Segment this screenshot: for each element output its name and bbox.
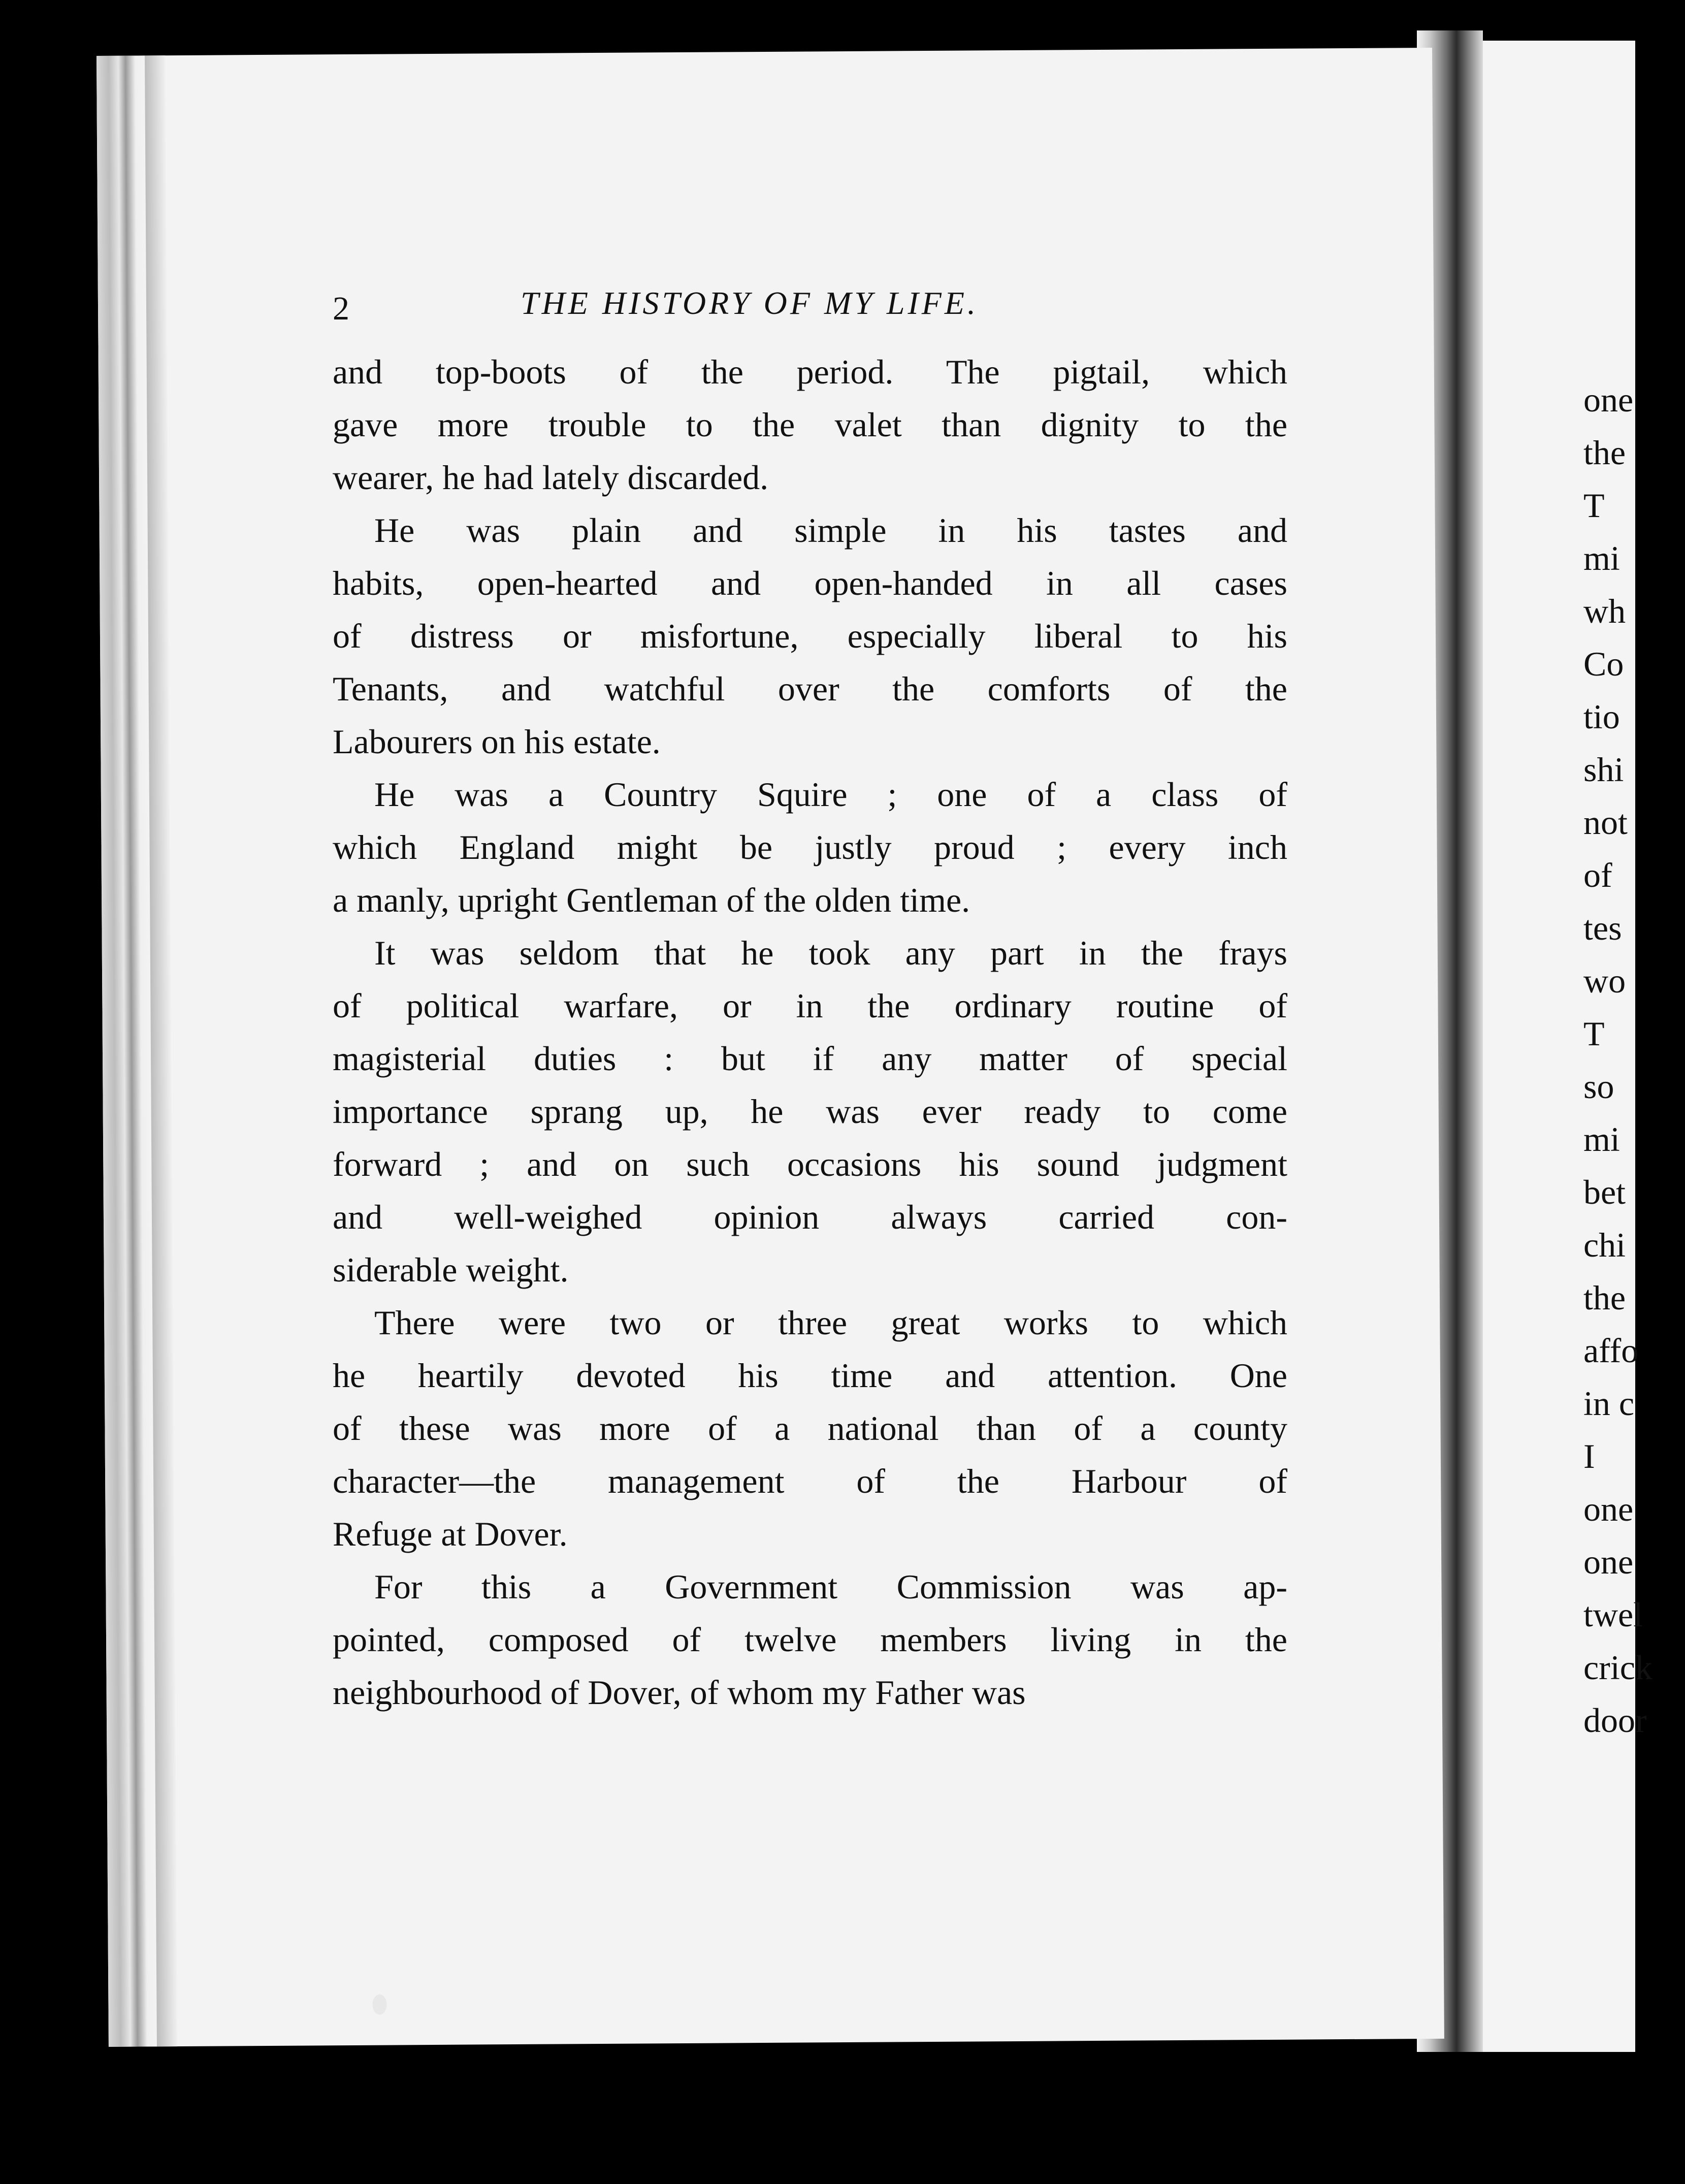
- facing-line-fragment: the: [1583, 1278, 1626, 1317]
- paragraph: [333, 768, 1287, 926]
- facing-line-fragment: mi: [1583, 1120, 1620, 1159]
- text-line: importance sprang up, he was ever ready to come: [333, 1092, 1287, 1131]
- running-title: THE HISTORY OF MY LIFE.: [521, 285, 979, 321]
- facing-line-fragment: wh: [1583, 592, 1626, 630]
- text-line: of political warfare, or in the ordinary routine of: [333, 986, 1287, 1025]
- facing-line-fragment: I: [1583, 1437, 1595, 1475]
- paper-speck: [372, 1995, 386, 2015]
- text-line: and top-boots of the period. The pigtail, which: [333, 352, 1287, 391]
- text-line: Tenants, and watchful over the comforts of the: [333, 669, 1287, 708]
- facing-line-fragment: one: [1583, 380, 1634, 419]
- text-line: Refuge at Dover.: [333, 1515, 568, 1553]
- text-line: pointed, composed of twelve members living in the: [333, 1620, 1287, 1659]
- paragraph: [333, 1560, 1287, 1719]
- text-line: There were two or three great works to which: [374, 1303, 1287, 1342]
- text-line: He was plain and simple in his tastes and: [374, 511, 1287, 550]
- text-line: magisterial duties : but if any matter of special: [333, 1039, 1287, 1078]
- facing-line-fragment: mi: [1583, 539, 1620, 577]
- facing-line-fragment: crick: [1583, 1648, 1652, 1687]
- facing-line-fragment: T: [1583, 486, 1605, 525]
- text-line: character—the management of the Harbour of: [333, 1462, 1287, 1500]
- facing-line-fragment: wo: [1583, 961, 1626, 1000]
- facing-line-fragment: not: [1583, 803, 1628, 842]
- page-number: 2: [333, 290, 350, 327]
- text-line: It was seldom that he took any part in the frays: [374, 934, 1287, 972]
- text-line: neighbourhood of Dover, of whom my Father was: [333, 1673, 1026, 1712]
- text-line: habits, open-hearted and open-handed in all cases: [333, 564, 1287, 602]
- paragraph: [333, 345, 1287, 504]
- text-line: which England might be justly proud ; every inch: [333, 828, 1287, 866]
- text-line: gave more trouble to the valet than dignity to the: [333, 405, 1287, 444]
- facing-line-fragment: Co: [1583, 645, 1624, 683]
- body-text: [333, 345, 1287, 1719]
- text-line: of these was more of a national than of a county: [333, 1409, 1287, 1448]
- facing-line-fragment: chi: [1583, 1226, 1626, 1264]
- running-head: [333, 239, 1287, 345]
- facing-page-text: [1583, 373, 1685, 1747]
- paragraph: [333, 926, 1287, 1296]
- facing-line-fragment: twel: [1583, 1595, 1643, 1634]
- page-text-column: [333, 239, 1287, 1719]
- paragraph: [333, 1296, 1287, 1560]
- text-line: wearer, he had lately discarded.: [333, 458, 769, 497]
- facing-line-fragment: affo: [1583, 1331, 1639, 1370]
- text-line: and well-weighed opinion always carried con-: [333, 1198, 1287, 1236]
- facing-line-fragment: the: [1583, 433, 1626, 472]
- text-line: Labourers on his estate.: [333, 722, 661, 761]
- facing-line-fragment: of: [1583, 856, 1612, 894]
- paragraph: [333, 504, 1287, 768]
- facing-line-fragment: so: [1583, 1067, 1614, 1106]
- facing-line-fragment: one: [1583, 1490, 1634, 1528]
- facing-line-fragment: T: [1583, 1014, 1605, 1053]
- text-line: he heartily devoted his time and attention. One: [333, 1356, 1287, 1395]
- facing-line-fragment: tio: [1583, 697, 1620, 736]
- text-line: siderable weight.: [333, 1250, 569, 1289]
- text-line: a manly, upright Gentleman of the olden time.: [333, 881, 970, 919]
- text-line: He was a Country Squire ; one of a class of: [374, 775, 1287, 814]
- text-line: forward ; and on such occasions his sound judgment: [333, 1145, 1287, 1183]
- facing-line-fragment: in c: [1583, 1384, 1635, 1423]
- facing-line-fragment: door: [1583, 1701, 1647, 1740]
- text-line: of distress or misfortune, especially liberal to his: [333, 617, 1287, 655]
- facing-line-fragment: one: [1583, 1543, 1634, 1581]
- text-line: For this a Government Commission was ap-: [374, 1567, 1287, 1606]
- facing-line-fragment: tes: [1583, 909, 1622, 947]
- facing-line-fragment: shi: [1583, 750, 1624, 789]
- facing-line-fragment: bet: [1583, 1173, 1626, 1211]
